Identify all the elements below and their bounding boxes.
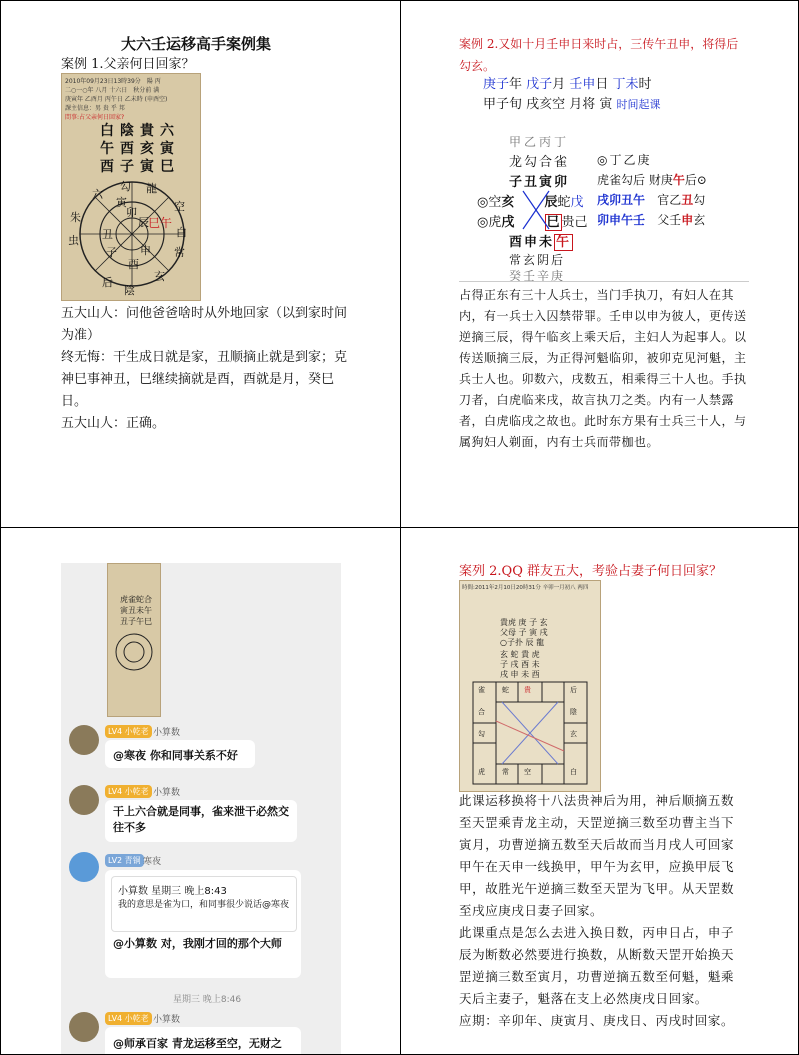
case-title: 案例 2.又如十月壬申日来时占，三传午丑申，将得后勾玄。 — [459, 37, 739, 73]
chart-row: ◎丁乙庚 — [597, 153, 652, 167]
paragraph: 此课重点是怎么去进入换日数，丙申日占，申子辰为断数必然要进行换数，从断数天罡开始换天罡逆摘三数至寅月，功曹逆摘五数至何魁，魁乘天后主妻子，魁落在支上必然庚戌日回家。 — [459, 925, 735, 1006]
plate-side: 六 — [92, 188, 103, 201]
message-text: @寒夜 你和同事关系不好 — [113, 749, 238, 762]
chart-row: 癸壬辛庚 — [509, 269, 566, 283]
plate-side: 空 — [174, 200, 185, 213]
plate-label: 酉 — [128, 258, 139, 271]
grid-label: 常 — [502, 768, 509, 776]
message-text: @小算数 对，我刚才回的那个大师 — [113, 937, 282, 950]
avatar[interactable] — [69, 725, 99, 755]
plate-side: 龍 — [146, 182, 157, 195]
photo-question: 問事:占父亲何日回家? — [65, 114, 125, 121]
chart-row: ◎虎戌 巳 贵己 — [477, 215, 588, 230]
chart-photo — [459, 580, 601, 792]
avatar[interactable] — [69, 785, 99, 815]
photo-line: 庚寅年 乙酉月 丙午日 乙未時 (申酉空) — [65, 96, 168, 103]
paragraph: 五大山人：正确。 — [61, 416, 166, 431]
message-bubble[interactable] — [105, 870, 301, 978]
grid-label: 勾 — [478, 730, 485, 738]
message-text: @师承百家 青龙运移至空，无财之 — [113, 1037, 282, 1050]
plate-label: 寅 — [116, 196, 127, 209]
chart-row: 子丑寅卯 — [509, 175, 570, 190]
chart-photo — [61, 73, 201, 301]
photo-row: 戌 申 未 酉 — [500, 670, 540, 679]
case-title: 案列 2.QQ 群友五大，考验占妻子何日回家？ — [459, 564, 722, 579]
timestamp: 星期三 晚上8:46 — [173, 995, 242, 1005]
quote-header: 小算数 星期三 晚上8:43 — [118, 886, 227, 897]
photo-row: 午酉亥寅 — [100, 141, 180, 157]
photo-row: 貴虎 庚 子 玄 — [500, 618, 548, 627]
quoted-message[interactable] — [111, 876, 297, 932]
photo-header: 時間:2011年2月10日20時31分 辛卯一月初八 两四 — [462, 585, 589, 591]
case-title: 案例 1.父亲何日回家？ — [61, 57, 195, 72]
chart-row: 甲乙丙丁 — [509, 135, 570, 149]
message-bubble[interactable] — [105, 740, 255, 768]
photo-line: 二○一○年 八月 十六日 秋分前 满 — [65, 87, 160, 94]
plate-side: 后 — [102, 276, 113, 289]
time-line-2: 甲子旬 戌亥空 月将 寅 时间起课 — [483, 97, 661, 112]
plate-label: 卯 — [126, 206, 137, 219]
photo-row: 丑子午巳 — [120, 617, 152, 626]
grid-label: 雀 — [478, 686, 485, 694]
plate-label: 子 — [106, 246, 117, 259]
plate-side: 白 — [176, 226, 187, 239]
photo-row: 虎雀蛇合 — [120, 595, 152, 604]
chart-row: 龙勾合雀 — [509, 155, 570, 170]
grid-label: 貴 — [524, 686, 531, 694]
grid-label: 白 — [570, 768, 577, 776]
paragraph: 占得正东有三十人兵士，当门手执刀，有妇人在其内，有一兵士入囚禁带罪。壬申以申为彼人，更传送逆摘三辰，得午临亥上乘天后，主妇人为起事人。以传送顺摘三辰，为正得河魁临卯，被卯克见河魁，主兵士人也。卯数六，戌数五，相乘得三十人也。手执刀者，白虎临来戌，故言执刀之类。内有一人禁露者，白虎临戌之故也。此时东方果有士兵三十人，与属狗妇人剃面，内有士兵而带枷也。 — [459, 288, 747, 449]
username: 寒夜 — [143, 857, 162, 867]
time-line: 庚子年 戊子月 壬申日 丁未时 — [483, 77, 652, 92]
chart-photo — [107, 563, 161, 717]
photo-row: 子 戌 酉 未 — [500, 660, 540, 669]
grid-label: 蛇 — [502, 686, 509, 694]
level-badge: LV2 青铜 — [105, 854, 144, 867]
panel-case-2 — [400, 0, 799, 528]
panel-case-3 — [400, 527, 799, 1055]
plate-side: 勾 — [120, 180, 131, 193]
panel-chat-screenshot — [0, 527, 401, 1055]
plate-side: 玄 — [154, 270, 165, 283]
chart-row: 酉申未 午 — [509, 235, 572, 250]
plate-label: 辰 — [138, 216, 149, 229]
chart-row: ◎空亥 辰蛇戊 — [477, 195, 584, 210]
username: 小算数 — [153, 728, 181, 738]
chart-row: 戌卯丑午 官乙丑勾 — [597, 193, 706, 207]
panel-case-1 — [0, 0, 401, 528]
avatar[interactable] — [69, 852, 99, 882]
cross-lines — [521, 189, 551, 231]
grid-label: 陰 — [570, 708, 577, 716]
paragraph: 终无悔：干生成日就是家，丑顺摘止就是到家；克神巳事神丑，巳继续摘就是酉，酉就是月，癸巳日。 — [61, 350, 348, 409]
grid-label: 后 — [570, 686, 577, 694]
divider — [459, 281, 749, 282]
level-badge: LV4 小乾老 — [105, 1012, 152, 1025]
message-text: 干上六合就是同事，雀来泄干必然交往不多 — [113, 805, 289, 834]
level-badge: LV4 小乾老 — [105, 785, 152, 798]
message-bubble[interactable] — [105, 800, 297, 842]
paragraph: 此课运移换将十八法贵神后为用，神后顺摘五数至天罡乘青龙主动，天罡逆摘三数至功曹主当下寅月，功曹逆摘五数至天后故而当月戌人可回家甲午在天申一线换甲，甲午为玄甲，应换甲辰飞甲，故胜光午逆摘三数至天罡为飞甲。从天罡数至戌应庚戌日妻子回家。 — [459, 793, 735, 918]
photo-row: 寅丑未午 — [120, 606, 152, 615]
paragraph: 五大山人：问他爸爸啥时从外地回家（以到家时间为准） — [61, 306, 348, 343]
plate-diagram — [114, 632, 154, 672]
plate-side: 陰 — [124, 284, 135, 297]
chart-row: 虎雀勾后 财庚午后⊙ — [597, 173, 707, 187]
photo-row: ○子扑 辰 龍 — [500, 638, 545, 647]
chart-row: 常玄阴后 — [509, 253, 566, 267]
plate-label: 申 — [140, 244, 151, 257]
avatar[interactable] — [69, 1012, 99, 1042]
photo-row: 白陰貴六 — [100, 123, 180, 139]
page-title: 大六壬运移高手案例集 — [121, 35, 272, 53]
grid-label: 玄 — [570, 730, 577, 738]
plate-label: 巳午 — [148, 216, 173, 230]
photo-row: 酉子寅巳 — [100, 159, 180, 175]
paragraph: 应期：辛卯年、庚寅月、庚戌日、丙戌时回家。 — [459, 1013, 735, 1028]
quote-body: 我的意思是雀为口，和同事很少说话@寒夜 — [118, 900, 290, 910]
photo-line: 2010年09月23日13時39分 陽 丙 — [65, 78, 161, 85]
username: 小算数 — [153, 1015, 181, 1025]
plate-side: 虫 — [68, 234, 79, 247]
level-badge: LV4 小乾老 — [105, 725, 152, 738]
photo-row: 玄 蛇 貴 虎 — [500, 650, 540, 659]
plate-label: 丑 — [102, 228, 113, 241]
photo-line: 課主信息：男 贵 乎 邦 — [65, 105, 125, 112]
plate-side: 朱 — [70, 211, 81, 224]
username: 小算数 — [153, 788, 181, 798]
chart-row: 卯申午壬 父壬申玄 — [597, 213, 706, 227]
grid-label: 合 — [478, 708, 485, 716]
plate-side: 常 — [174, 246, 185, 259]
grid-label: 虎 — [478, 768, 485, 776]
message-bubble[interactable] — [105, 1027, 301, 1055]
photo-row: 父母 子 寅 戌 — [500, 628, 548, 637]
grid-label: 空 — [524, 768, 531, 776]
